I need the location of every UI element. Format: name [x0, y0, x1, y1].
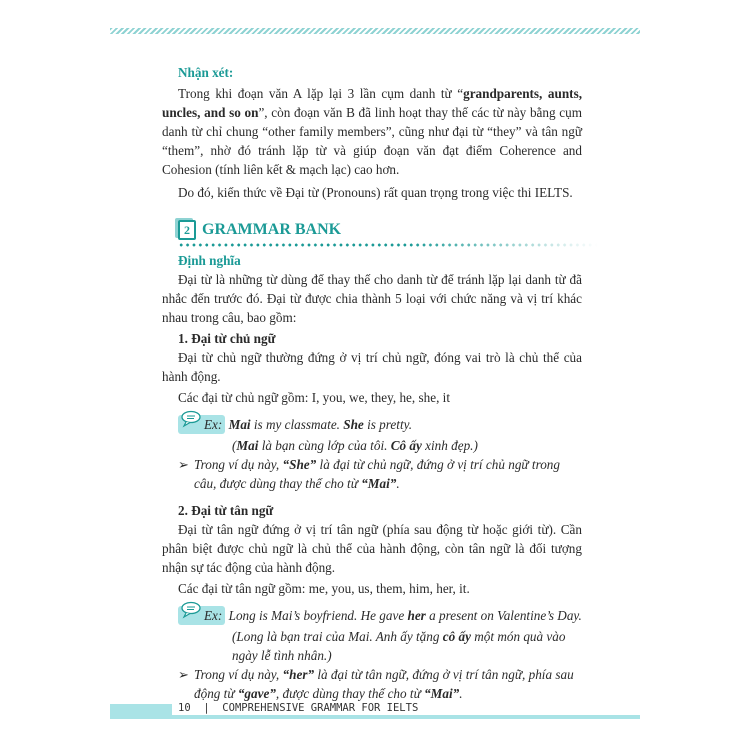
example-label: Ex: [204, 608, 223, 623]
remark-paragraph [162, 84, 582, 179]
page-content [162, 63, 582, 703]
example-badge [178, 606, 225, 625]
text: ”, còn đoạn văn B đã linh hoạt thay thế các từ này bằng cụm danh từ chỉ chung “other family members”, cũng như đại từ “they” và tân ngữ “them”, nhờ đó tránh lặp từ và giúp đoạn văn đạt điểm Coherence and Cohesion (tính liên kết & mạch lạc) cao hơn. [162, 105, 582, 177]
bold-text: She [343, 417, 364, 432]
example-badge [178, 415, 225, 434]
speech-bubble-icon [180, 601, 204, 619]
object-translation [162, 627, 582, 665]
subject-example [162, 415, 582, 434]
subject-list: Các đại từ chủ ngữ gồm: I, you, we, they, he, she, it [178, 390, 451, 405]
arrow-bullet-icon: ➢ [178, 457, 190, 472]
example-label: Ex: [204, 417, 223, 432]
subject-text: Đại từ chủ ngữ thường đứng ở vị trí chủ ngữ, đóng vai trò là chủ thể của hành động. [162, 350, 582, 384]
text: là đại từ tân ngữ, đứng ở vị trí tân ngữ, phía sau động từ [194, 667, 574, 701]
text: Trong khi đoạn văn A lặp lại 3 lần cụm danh từ “ [178, 86, 464, 101]
text: ( [232, 438, 237, 453]
text: . [459, 686, 463, 701]
object-example [162, 606, 582, 625]
text: (Long là bạn trai của Mai. Anh ấy tặng [232, 629, 443, 644]
text: is pretty. [363, 417, 413, 432]
remark-conclusion: Do đó, kiến thức về Đại từ (Pronouns) rất quan trọng trong việc thi IELTS. [178, 185, 573, 200]
top-decor-bar [110, 28, 640, 34]
speech-bubble-icon [180, 410, 204, 428]
subject-translation [162, 436, 582, 455]
text: là bạn cùng lớp của tôi. [258, 438, 391, 453]
text: . [396, 476, 400, 491]
text: Trong ví dụ này, [194, 667, 283, 682]
bold-text: Mai [236, 438, 259, 453]
text: một món quà vào ngày lễ tình nhân.) [232, 629, 566, 663]
object-note [178, 665, 582, 703]
bold-text: Mai [228, 417, 251, 432]
bold-text: “her” [282, 667, 315, 682]
text: is my classmate. [250, 417, 344, 432]
bold-text: “gave” [237, 686, 276, 701]
section-title: GRAMMAR BANK [202, 221, 342, 238]
object-text: Đại từ tân ngữ đứng ở vị trí tân ngữ (phía sau động từ hoặc giới từ). Cần phân biệt được chủ ngữ là chủ thể của hành động, còn tân ngữ là đối tượng nhận sự tác động của hành động. [162, 522, 582, 575]
bold-text: Cô ấy [390, 438, 422, 453]
definition-title: Định nghĩa [178, 253, 241, 268]
object-title: 2. Đại từ tân ngữ [178, 503, 274, 518]
object-list: Các đại từ tân ngữ gồm: me, you, us, them, him, her, it. [178, 581, 470, 596]
book-title: COMPREHENSIVE GRAMMAR FOR IELTS [222, 702, 419, 714]
bold-text: grandparents, aunts, uncles, and so on [162, 86, 582, 120]
text: a present on Valentine’s Day. [425, 608, 582, 623]
text: xinh đẹp.) [421, 438, 478, 453]
subject-note [178, 455, 582, 493]
arrow-bullet-icon: ➢ [178, 667, 190, 682]
footer [178, 702, 418, 714]
bold-text: cô ấy [442, 629, 471, 644]
bold-text: “Mai” [361, 476, 397, 491]
text: Trong ví dụ này, [194, 457, 283, 472]
bold-text: “Mai” [424, 686, 460, 701]
dotted-divider [178, 243, 598, 247]
section-heading [178, 219, 582, 241]
definition-text: Đại từ là những từ dùng để thay thế cho danh từ để tránh lặp lại danh từ đã nhắc đến trước đó. Đại từ được chia thành 5 loại với chức năng và vị trí khác nhau trong câu, bao gồm: [162, 272, 582, 325]
text: , được dùng thay thế cho từ [275, 686, 425, 701]
text: là đại từ chủ ngữ, đứng ở vị trí chủ ngữ trong câu, được dùng thay thế cho từ [194, 457, 560, 491]
section-number-icon: 2 [178, 220, 196, 240]
bold-text: “She” [282, 457, 317, 472]
page-number: 10 [178, 702, 191, 714]
separator: | [203, 702, 210, 714]
remark-title: Nhận xét: [178, 65, 234, 80]
subject-title: 1. Đại từ chủ ngữ [178, 331, 276, 346]
bold-text: her [407, 608, 426, 623]
text: Long is Mai’s boyfriend. He gave [228, 608, 408, 623]
